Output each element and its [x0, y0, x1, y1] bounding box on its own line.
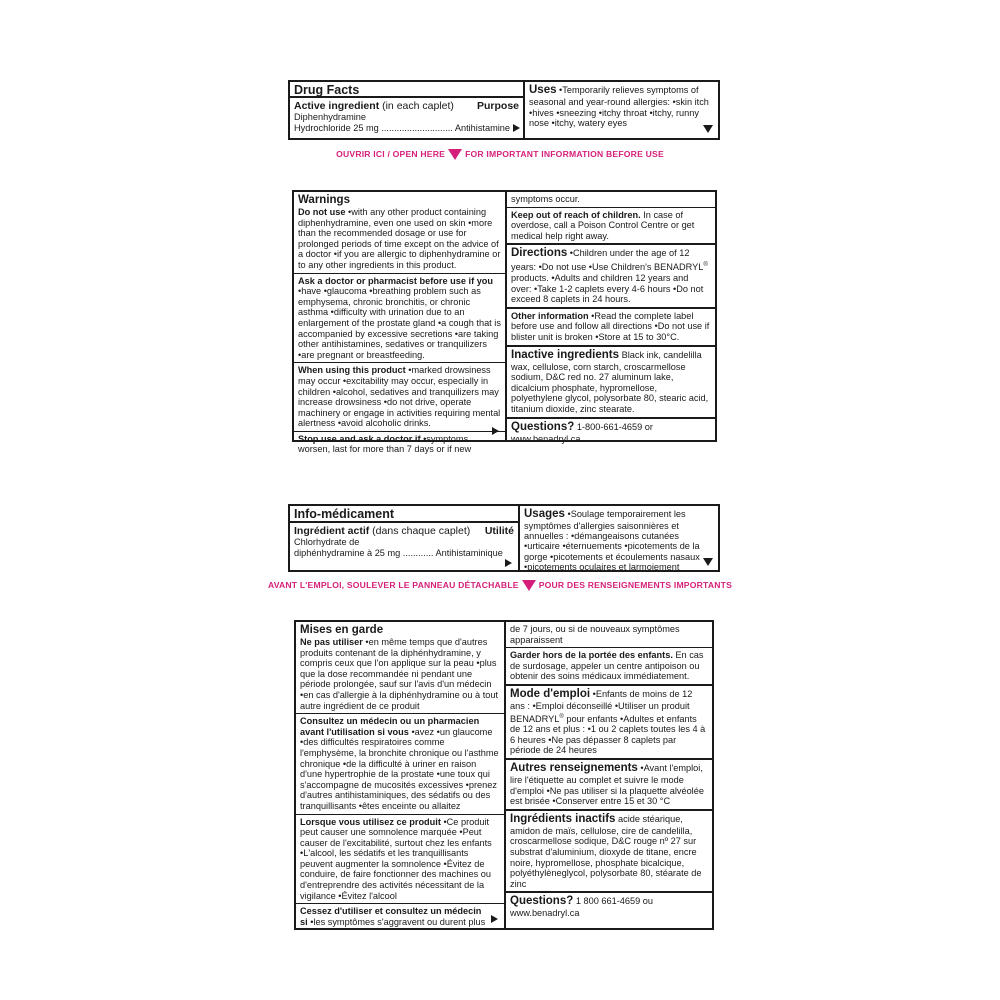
important-info-text: POUR DES RENSEIGNEMENTS IMPORTANTS — [538, 580, 733, 590]
lorsque-vous-utilisez-section: Lorsque vous utilisez ce produit •Ce produit peut causer une somnolence marquée •Peut causer de l'excitabilité, surtout chez les enfants •L'alcool, les sédatifs et les tranquillisants peuvent augmenter la somnolence •Évitez de conduire, de faire fonctionner des machines ou d'entreprendre des activités nécessitant de la vigilance •Évitez l'alcool — [296, 814, 504, 904]
mode-emploi-section: Mode d'emploi •Enfants de moins de 12 ans : •Emploi déconseillé •Utiliser un produit BENADRYL® pour enfants •Adultes et enfants de 12 ans et plus : •1 ou 2 caplets toutes les 4 à 6 heures •Ne pas dépasser 8 caplets par période de 24 heures — [506, 684, 712, 758]
keep-out-of-reach-section: Keep out of reach of children. In case of overdose, call a Poison Control Centre or get medical help right away. — [507, 207, 715, 244]
inactive-ingredients-section: Inactive ingredients Black ink, candelilla wax, cellulose, corn starch, croscarmellose sodium, D&C red no. 27 aluminum lake, dicalcium phosphate, hypromellose, polyethylene glycol, polysorbate 80, stearic acid, titanium dioxide, zinc stearate. — [507, 345, 715, 417]
open-here-text: OUVRIR ICI / OPEN HERE — [336, 149, 446, 159]
arrow-right-icon — [492, 427, 499, 435]
purpose-heading: Purpose — [476, 100, 519, 112]
usages-text: •Soulage temporairement les symptômes d'allergies saisonnières et annuelles : •démangeaisons cutanées •urticaire •éternuements •picotements de la gorge •picotements et écoulements nasaux •picotements oculaires et larmoiement — [524, 509, 700, 572]
stop-use-section: Stop use and ask a doctor if •symptoms worsen, last for more than 7 days or if new — [294, 431, 505, 457]
pink-arrow-down-icon — [448, 149, 462, 160]
drug-facts-title: Drug Facts — [290, 82, 523, 98]
usages-heading: Usages — [524, 508, 565, 520]
active-ingredient-heading: Ingrédient actif — [294, 525, 370, 537]
garder-hors-portee-section: Garder hors de la portée des enfants. En cas de surdosage, appeler un centre antipoison ou obtenir des soins médicaux immédiatement. — [506, 647, 712, 684]
ingredient-dose-purpose: diphénhydramine à 25 mg ............ Antihistaminique — [294, 547, 503, 558]
ask-doctor-section: Ask a doctor or pharmacist before use if you •have •glaucoma •breathing problem such as emphysema, chronic bronchitis, or chronic asthma •difficulty with urination due to an enlargement of the prostate gland •a cough that is accompanied by excessive secretions •are taking other antihistamines, sedatives or tranquilizers •are pregnant or breastfeeding. — [294, 273, 505, 363]
other-information-section: Other information •Read the complete label before use and follow all directions •Do not use if blister unit is broken •Store at 15 to 30°C. — [507, 307, 715, 345]
uses-text: •Temporarily relieves symptoms of seasonal and year-round allergies: •skin itch •hives •sneezing •itchy throat •itchy, runny nose •itchy, watery eyes — [529, 85, 709, 129]
arrow-right-icon — [491, 915, 498, 923]
info-medicament-left-column — [290, 506, 518, 570]
open-here-banner — [0, 149, 1000, 160]
arrow-right-icon — [505, 559, 512, 567]
info-medicament-title: Info-médicament — [290, 506, 518, 523]
questions-section: Questions? 1 800 661-4659 ou www.benadryl.ca — [506, 891, 712, 921]
lift-panel-text: AVANT L'EMPLOI, SOULEVER LE PANNEAU DÉTACHABLE — [267, 580, 519, 590]
arrow-down-icon — [703, 125, 713, 133]
drug-facts-left-column — [290, 82, 523, 138]
usages-column — [520, 506, 718, 570]
stop-use-continued: symptoms occur. — [511, 194, 580, 204]
drug-facts-bottom-panel — [292, 190, 717, 455]
cessez-continued: de 7 jours, ou si de nouveaux symptômes apparaissent — [510, 624, 680, 645]
ingredients-inactifs-section: Ingrédients inactifs acide stéarique, amidon de maïs, cellulose, cire de candelilla, croscarmellose sodique, D&C rouge nº 27 sur substrat d'aluminium, dioxyde de titane, encre noire, hypromellose, phosphate bicalcique, polyéthylèneglycol, polysorbate 80, stéarate de zinc — [506, 809, 712, 892]
arrow-down-icon — [703, 558, 713, 566]
uses-heading: Uses — [529, 84, 557, 96]
info-medicament-bottom-panel — [294, 620, 714, 930]
do-not-use-section: Do not use •with any other product containing diphenhydramine, even one used on skin •more than the recommended dosage or use for prolonged periods of time except on the advice of a doctor •if you are allergic to diphenhydramine or to any other ingredients in this product. — [298, 207, 501, 270]
directions-section: Directions •Children under the age of 12 years: •Do not use •Use Children's BENADRYL® products. •Adults and children 12 years and over: •Take 1-2 caplets every 4-6 hours •Do not exceed 8 caplets in 24 hours. — [507, 243, 715, 306]
lift-panel-banner — [0, 580, 1000, 591]
ingredient-dose-purpose: Hydrochloride 25 mg ............................ Antihistamine — [294, 122, 510, 133]
active-ingredient-note: (dans chaque caplet) — [369, 525, 471, 537]
ingredient-name: Diphenhydramine — [294, 112, 367, 122]
consultez-medecin-section: Consultez un médecin ou un pharmacien avant l'utilisation si vous •avez •un glaucome •des difficultés respiratoires comme l'emphysème, la bronchite chronique ou l'asthme chronique •de la difficulté à uriner en raison d'une hypertrophie de la prostate •une toux qui s'accompagne de mucosités excessives •prenez d'autres antihistaminiques, des sédatifs ou des tranquillisants •êtes enceinte ou allaitez — [296, 713, 504, 813]
drug-facts-top-panel — [288, 80, 720, 140]
right-info-column — [507, 192, 715, 444]
when-using-section: When using this product •marked drowsiness may occur •excitability may occur, especially in children •alcohol, sedatives and tranquilizers may increase drowsiness •do not drive, operate machinery or engage in activities requiring mental alertness •avoid alcoholic drinks. — [294, 362, 505, 431]
purpose-heading: Utilité — [484, 525, 514, 537]
questions-section: Questions? 1-800-661-4659 or www.benadryl.ca — [507, 417, 715, 447]
info-medicament-top-panel — [288, 504, 720, 572]
warnings-column — [294, 192, 505, 455]
arrow-right-icon — [513, 124, 520, 132]
right-info-column — [506, 622, 712, 928]
mises-en-garde-column — [296, 622, 504, 928]
important-info-text: FOR IMPORTANT INFORMATION BEFORE USE — [465, 149, 664, 159]
ingredient-name: Chlorhydrate de — [294, 537, 360, 547]
active-ingredient-note: (in each caplet) — [379, 100, 454, 112]
ne-pas-utiliser-section: Ne pas utiliser •en même temps que d'autres produits contenant de la diphénhydramine, y compris ceux que l'on applique sur la peau •plus que la dose recommandée ni pendant une période prolongée, sauf sur l'avis d'un médecin •en cas d'allergie à la diphénhydramine ou à tout autre ingrédient de ce produit — [300, 637, 499, 711]
pink-arrow-down-icon — [522, 580, 536, 591]
uses-column — [525, 82, 718, 138]
autres-renseignements-section: Autres renseignements •Avant l'emploi, lire l'étiquette au complet et suivre le mode d'emploi •Ne pas utiliser si la plaquette alvéolée est brisée •Conserver entre 15 et 30 °C — [506, 758, 712, 809]
warnings-heading: Warnings — [298, 194, 350, 206]
mises-en-garde-heading: Mises en garde — [300, 624, 384, 636]
active-ingredient-heading: Active ingredient — [294, 100, 380, 112]
cessez-utiliser-section: Cessez d'utiliser et consultez un médecin si •les symptômes s'aggravent ou durent plus — [296, 903, 504, 929]
